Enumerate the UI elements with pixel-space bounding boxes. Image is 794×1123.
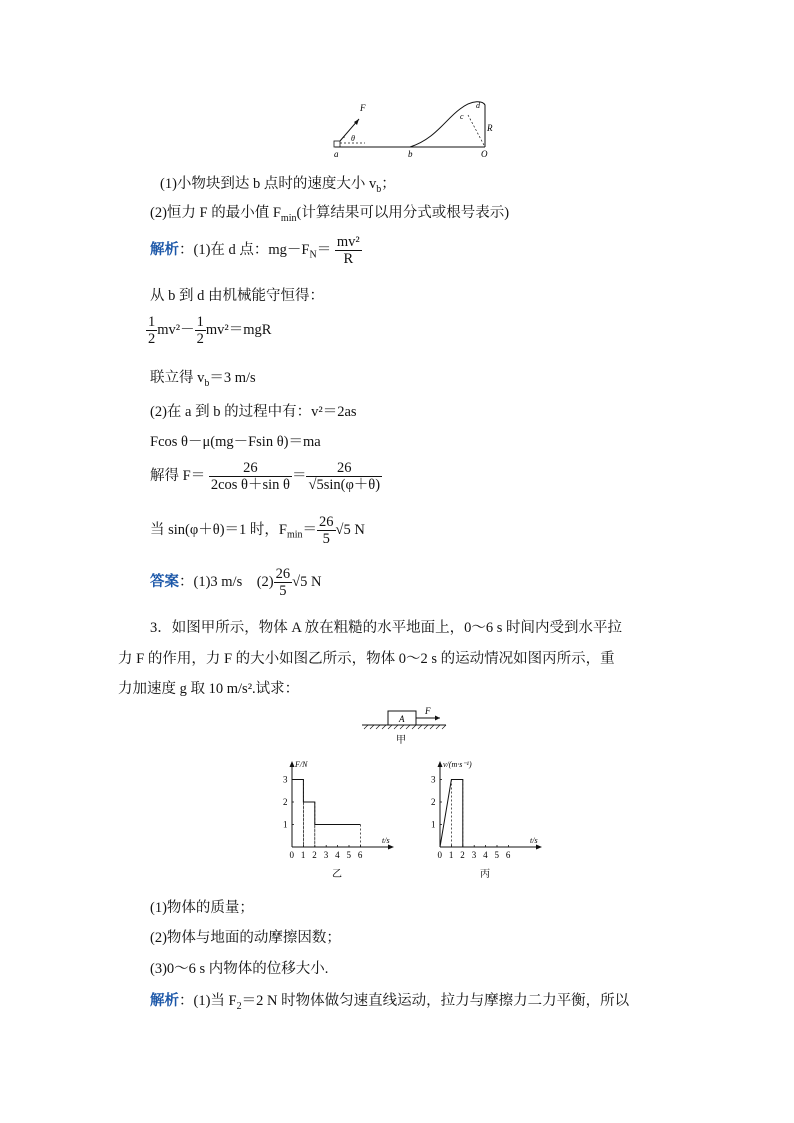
label-R: R [487, 123, 493, 133]
chart-yi-y-arrow [290, 761, 295, 767]
chart-bing-xtick-label: 5 [494, 850, 499, 860]
chart-bing-xtick-label: 6 [505, 850, 511, 860]
chart-yi-x-arrow [388, 845, 394, 850]
chart-yi-series-line [292, 780, 360, 825]
label-b: b [408, 149, 413, 159]
chart-bing-caption: 丙 [480, 869, 490, 880]
chart-bing-ytick-label: 2 [431, 797, 436, 807]
chart-yi-xtick-label: 3 [323, 850, 329, 860]
chart-yi-xtick-label: 4 [335, 850, 340, 860]
sub-question-3: (3)0～6 s 内物体的位移大小. [150, 961, 329, 977]
chart-yi [278, 757, 398, 882]
chart-bing-xtick-label: 4 [483, 850, 488, 860]
solution-line-1: 解析：(1)在 d 点：$mg-F_N=$ $\frac{\text{mv²}}{R}$ [150, 234, 360, 267]
chart-bing-xtick-label: 1 [448, 850, 454, 860]
label-F: F [360, 103, 366, 113]
chart-yi-ytick-label: 2 [283, 797, 288, 807]
solution-line-2: 从 b 到 d 由机械能守恒得： [150, 288, 324, 304]
sub-question-1: (1)物体的质量； [150, 900, 254, 916]
block-A-label: A [399, 714, 405, 724]
chart-yi-xtick-label: 1 [300, 850, 306, 860]
chart-bing-ylabel: v/(m·s⁻¹) [443, 760, 472, 769]
caption-jia: 甲 [396, 735, 406, 746]
problem-3-line-3: 力加速度 g 取 10 m/s².试求： [118, 681, 300, 697]
solution-line-7: 解得 F＝ $\frac{26}{\text{2cos θ＋sin θ}}$ ＝ $\frac{26}{√5\sin(\varphi+\theta)}$ [150, 460, 381, 493]
chart-bing-y-arrow [438, 761, 443, 767]
question-2: (2)恒力 F 的最小值 $F_{min}$(计算结果可以用分式或根号表示) [150, 205, 510, 224]
chart-bing-xlabel: t/s [530, 836, 538, 845]
chart-bing-xtick-label: 0 [437, 850, 442, 860]
label-theta: θ [351, 134, 355, 143]
chart-yi-xlabel: t/s [382, 836, 390, 845]
label-O: O [481, 149, 488, 159]
chart-bing-xtick-label: 2 [460, 850, 465, 860]
solution-line-8: 当 sin(φ＋θ)＝1 时，$F_{min}=$ $\frac{26}{5}$ √5 N [150, 514, 365, 547]
solution-line-3: $\frac{1}{2}$ mv²－ $\frac{1}{2}$ mv²＝mgR [148, 314, 272, 347]
answer-line: 答案：(1)3 m/s (2) $\frac{26}{5}$ √5 N [150, 566, 322, 599]
chart-bing-ytick-label: 3 [431, 774, 436, 785]
chart-yi-xtick-label: 5 [346, 850, 351, 860]
chart-yi-caption: 乙 [332, 869, 342, 880]
label-d: d [476, 101, 480, 110]
solution-line-5: (2)在 a 到 b 的过程中有：v²＝2as [150, 404, 357, 420]
track-figure [325, 95, 500, 165]
problem-3-line-1: 3．如图甲所示，物体 A 放在粗糙的水平地面上，0～6 s 时间内受到水平拉 [150, 620, 623, 636]
chart-yi-xtick-label: 0 [289, 850, 294, 860]
small-block [334, 141, 340, 147]
question-1: (1)小物块到达 b 点时的速度大小 $v_b$； [160, 176, 396, 195]
problem-3-line-2: 力 F 的作用，力 F 的大小如图乙所示，物体 0～2 s 的运动情况如图丙所示，重 [118, 651, 615, 667]
force-label: F [425, 706, 431, 716]
chart-yi-xtick-label: 2 [312, 850, 317, 860]
chart-yi-ytick-label: 1 [283, 819, 288, 830]
chart-bing [426, 757, 556, 882]
sub-question-2: (2)物体与地面的动摩擦因数； [150, 930, 341, 946]
chart-bing-ytick-label: 1 [431, 819, 436, 830]
chart-yi-xtick-label: 6 [357, 850, 363, 860]
chart-yi-ylabel: F/N [295, 760, 308, 769]
label-c: c [460, 112, 464, 121]
chart-yi-ytick-label: 3 [283, 774, 288, 785]
chart-bing-x-arrow [536, 845, 542, 850]
label-a: a [334, 149, 339, 159]
solution-line-6: Fcos θ－μ(mg－Fsin θ)＝ma [150, 434, 321, 450]
solution-3-line-1: 解析：(1)当 $F_2=2$ N 时物体做匀速直线运动，拉力与摩擦力二力平衡，所以 [150, 993, 630, 1012]
solution-line-4: 联立得 $v_b=3$ m/s [150, 370, 256, 389]
chart-bing-xtick-label: 3 [471, 850, 477, 860]
figure-jia [360, 703, 450, 751]
